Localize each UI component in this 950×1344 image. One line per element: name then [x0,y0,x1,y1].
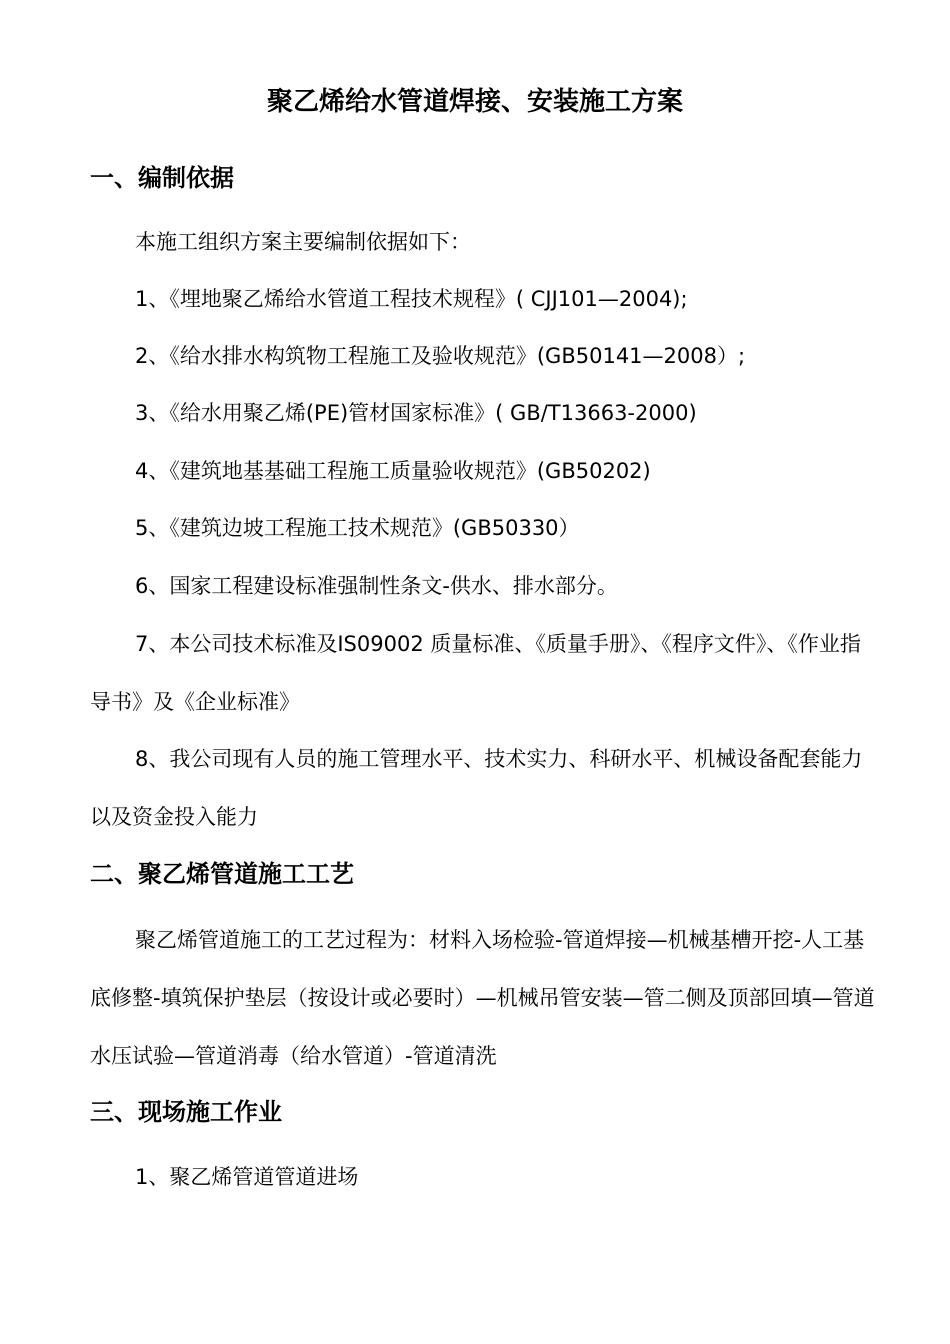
basis-item-7: 7、本公司技术标准及IS09002 质量标准、《质量手册》、《程序文件》、《作业指导书》及《企业标准》 [90,632,861,714]
basis-intro: 本施工组织方案主要编制依据如下： [135,230,471,254]
basis-item-4: 4、《建筑地基基础工程施工质量验收规范》(GB50202) [135,459,651,483]
document-title: 聚乙烯给水管道焊接、安装施工方案 [266,87,683,117]
basis-item-8: 8、我公司现有人员的施工管理水平、技术实力、科研水平、机械设备配套能力以及资金投入能力 [90,747,863,829]
basis-item-2: 2、《给水排水构筑物工程施工及验收规范》(GB50141—2008）; [135,344,746,368]
basis-item-6: 6、国家工程建设标准强制性条文-供水、排水部分。 [135,574,618,598]
section-heading-basis: 一、编制依据 [90,164,234,192]
section-heading-site-work: 三、现场施工作业 [90,1098,282,1126]
site-work-item-1: 1、聚乙烯管道管道进场 [135,1165,359,1189]
basis-item-1: 1、《埋地聚乙烯给水管道工程技术规程》( CJJ101—2004); [135,287,688,311]
process-paragraph: 聚乙烯管道施工的工艺过程为：材料入场检验-管道焊接—机械基槽开挖-人工基底修整-填筑保护垫层（按设计或必要时）—机械吊管安装—管二侧及顶部回填—管道水压试验—管道消毒（给水管道）-管道清洗 [90,928,875,1068]
section-heading-process: 二、聚乙烯管道施工工艺 [90,860,354,888]
basis-item-5: 5、《建筑边坡工程施工技术规范》(GB50330） [135,516,580,540]
basis-item-3: 3、《给水用聚乙烯(PE)管材国家标准》( GB/T13663-2000) [135,401,697,425]
